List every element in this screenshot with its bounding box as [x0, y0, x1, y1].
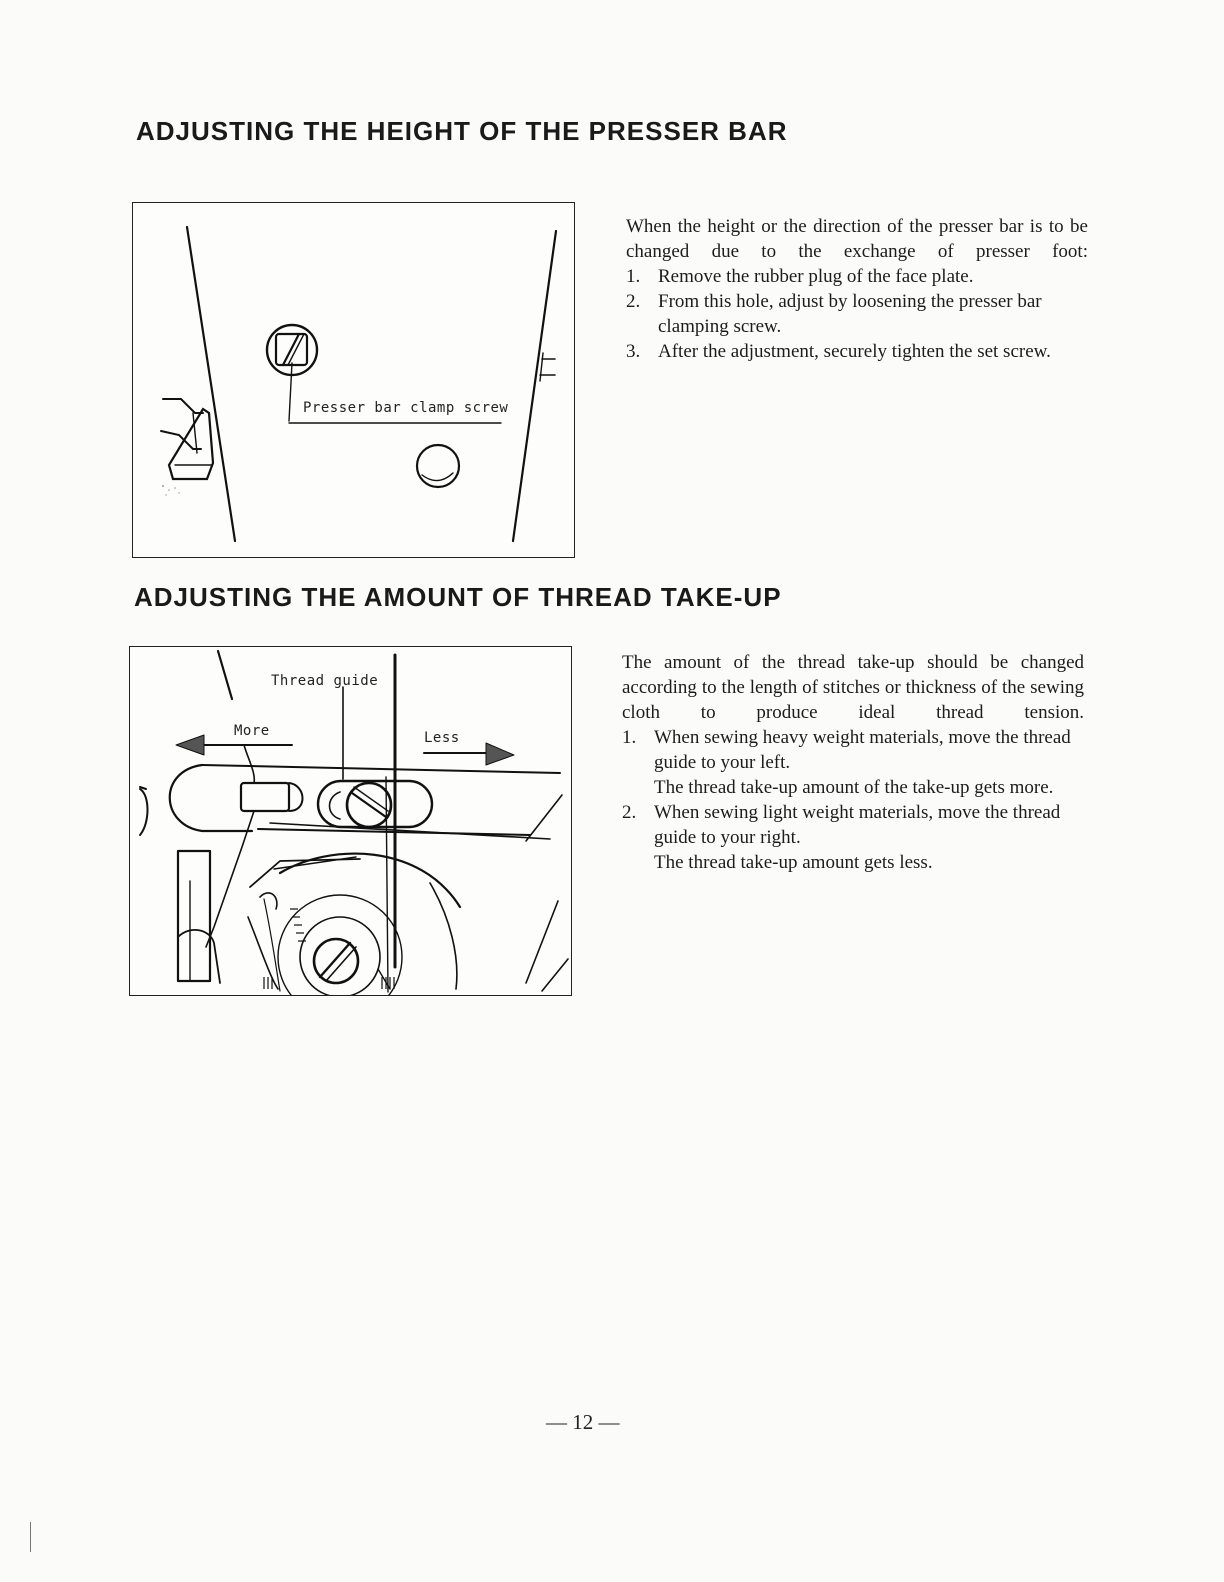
- step-text: Remove the rubber plug of the face plate.: [658, 266, 974, 287]
- presser-bar-clamp-screw-label: Presser bar clamp screw: [303, 400, 509, 416]
- list-item: [622, 725, 1084, 800]
- step-result: The thread take-up amount of the take-up gets more.: [654, 777, 1054, 798]
- step-number: 3.: [626, 341, 641, 362]
- less-label: Less: [424, 730, 460, 746]
- presser-bar-intro: When the height or the direction of the presser bar is to be changed due to the exchange of presser foot:: [626, 216, 1088, 262]
- presser-bar-illustration: [133, 203, 574, 557]
- list-item: [626, 339, 1088, 364]
- step-number: 2.: [626, 291, 641, 312]
- section-heading-thread-take-up: ADJUSTING THE AMOUNT OF THREAD TAKE-UP: [134, 582, 782, 612]
- list-item: [626, 264, 1088, 289]
- more-label: More: [234, 723, 270, 739]
- presser-bar-figure: [132, 202, 575, 558]
- section-heading-presser-bar: ADJUSTING THE HEIGHT OF THE PRESSER BAR: [136, 116, 788, 146]
- step-result: The thread take-up amount gets less.: [654, 852, 933, 873]
- step-number: 1.: [626, 266, 641, 287]
- step-text: From this hole, adjust by loosening the presser bar clamping screw.: [658, 291, 1042, 337]
- step-text: After the adjustment, securely tighten the set screw.: [658, 341, 1051, 362]
- margin-mark: [30, 1522, 31, 1552]
- presser-bar-steps: [626, 264, 1088, 364]
- list-item: [622, 800, 1084, 875]
- step-text: When sewing heavy weight materials, move the thread guide to your left.: [654, 727, 1071, 773]
- thread-take-up-illustration: [130, 647, 571, 995]
- thread-guide-label: Thread guide: [271, 673, 379, 689]
- list-item: [626, 289, 1088, 339]
- step-number: 1.: [622, 727, 637, 748]
- thread-take-up-steps: [622, 725, 1084, 875]
- thread-take-up-intro: The amount of the thread take-up should be changed according to the length of stitches or thickness of the sewing cloth to produce ideal thread tension.: [622, 652, 1084, 723]
- step-text: When sewing light weight materials, move the thread guide to your right.: [654, 802, 1061, 848]
- presser-bar-instructions: [626, 214, 1088, 364]
- thread-take-up-figure: [129, 646, 572, 996]
- step-number: 2.: [622, 802, 637, 823]
- page-number: — 12 —: [546, 1410, 620, 1434]
- thread-take-up-instructions: [622, 650, 1084, 875]
